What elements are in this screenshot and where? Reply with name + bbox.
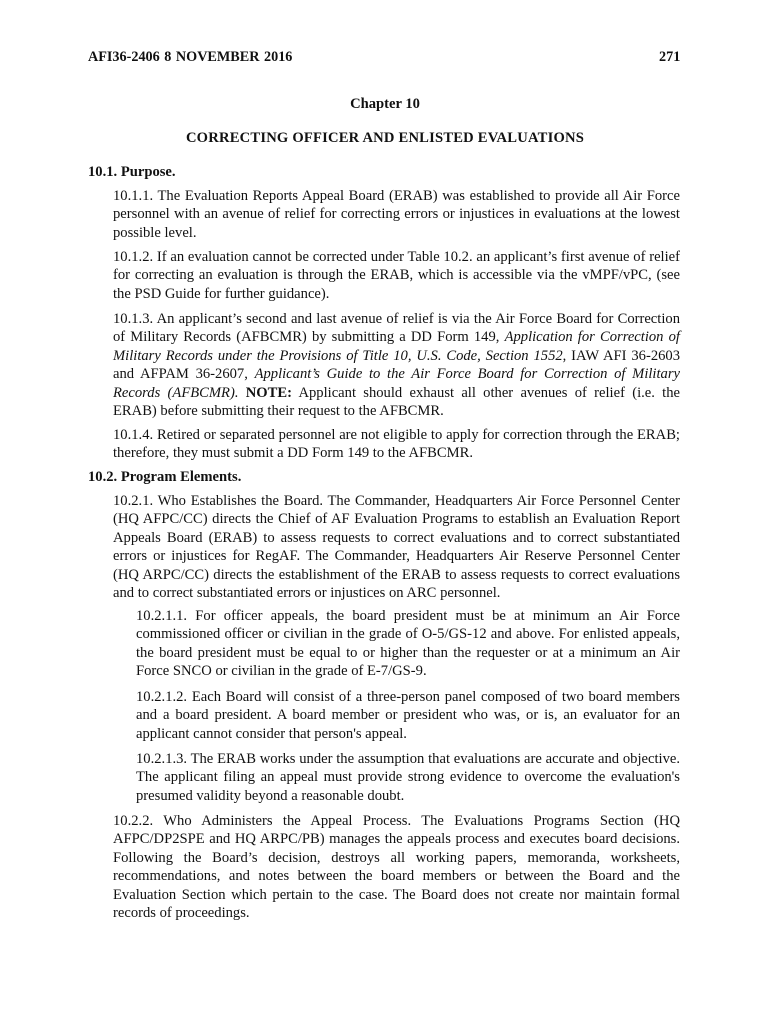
- section-heading-program-elements: 10.2. Program Elements.: [88, 469, 242, 485]
- paragraph-10-2-1-2: 10.2.1.2. Each Board will consist of a three-person panel composed of two board members and a board president. A board member or president who was, or is, an evaluator for an applicant cannot consider that person's appeal.: [136, 689, 680, 742]
- running-header: AFI36-2406 8 NOVEMBER 2016: [88, 49, 293, 65]
- note-label: NOTE:: [245, 384, 292, 401]
- chapter-title: CORRECTING OFFICER AND ENLISTED EVALUATIONS: [185, 130, 585, 146]
- chapter-label: Chapter 10: [350, 96, 420, 112]
- paragraph-10-1-1: 10.1.1. The Evaluation Reports Appeal Board (ERAB) was established to provide all Air Force personnel with an avenue of relief for correcting errors or injustices in evaluations at the lowest possible level.: [113, 188, 680, 241]
- paragraph-10-2-1-1: 10.2.1.1. For officer appeals, the board president must be at minimum an Air Force commissioned officer or civilian in the grade of O-5/GS-12 and above. For enlisted appeals, the board president must be equal to or higher than the requester or at a minimum an Air Force SNCO or civilian in the grade of E-7/GS-9.: [136, 608, 680, 680]
- paragraph-10-2-1-3: 10.2.1.3. The ERAB works under the assumption that evaluations are accurate and objective. The applicant filing an appeal must provide strong evidence to overcome the evaluation's presumed validity beyond a reasonable doubt.: [136, 751, 680, 804]
- page-number: 271: [659, 49, 681, 65]
- form-title-italic: Application for Correction of Military Records under the Provisions of Title 10, U.S. Code, Section 1552: [113, 329, 680, 364]
- section-heading-purpose: 10.1. Purpose.: [88, 164, 176, 180]
- guide-title-italic: Applicant’s Guide to the Air Force Board for Correction of Military Records (AFBCMR).: [113, 366, 681, 401]
- paragraph-10-1-2: 10.1.2. If an evaluation cannot be corrected under Table 10.2. an applicant’s first avenue of relief for correcting an evaluation is through the ERAB, which is accessible via the vMPF/vPC, (see the PSD Guide for further guidance).: [113, 249, 680, 302]
- paragraph-10-2-1: 10.2.1. Who Establishes the Board. The Commander, Headquarters Air Force Personnel Center (HQ AFPC/CC) directs the Chief of AF Evaluation Programs to establish an Evaluation Report Appeals Board (ERAB) to assess requests to correct evaluations and to correct substantiated errors or injustices for RegAF. The Commander, Headquarters Air Reserve Personnel Center (HQ ARPC/CC) directs the establishment of the ERAB to assess requests to correct evaluations and to correct substantiated errors or injustices on ARC personnel.: [113, 493, 680, 602]
- paragraph-10-1-4: 10.1.4. Retired or separated personnel are not eligible to apply for correction through the ERAB; therefore, they must submit a DD Form 149 to the AFBCMR.: [113, 427, 680, 462]
- paragraph-10-1-3-part-a: 10.1.3. An applicant’s second and last avenue of relief is via the Air Force Board for Correction of Military Records (AFBCMR) by submitting a DD Form 149,: [113, 311, 680, 346]
- paragraph-10-1-3-part-f: Applicant should exhaust all other avenues of relief (i.e. the ERAB) before submitting their request to the AFBCMR.: [113, 384, 680, 420]
- paragraph-10-1-3: [113, 310, 680, 420]
- paragraph-10-1-3-part-c: , IAW AFI 36-2603 and AFPAM 36-2607,: [113, 347, 681, 383]
- paragraph-10-2-2: 10.2.2. Who Administers the Appeal Process. The Evaluations Programs Section (HQ AFPC/DP2SPE and HQ ARPC/PB) manages the appeals process and executes board decisions. Following the Board’s decision, destroys all working papers, memoranda, worksheets, recommendations, and notes between the board members or between the Board and the Evaluation Section which pertain to the case. The Board does not create nor maintain formal records of proceedings.: [113, 813, 680, 922]
